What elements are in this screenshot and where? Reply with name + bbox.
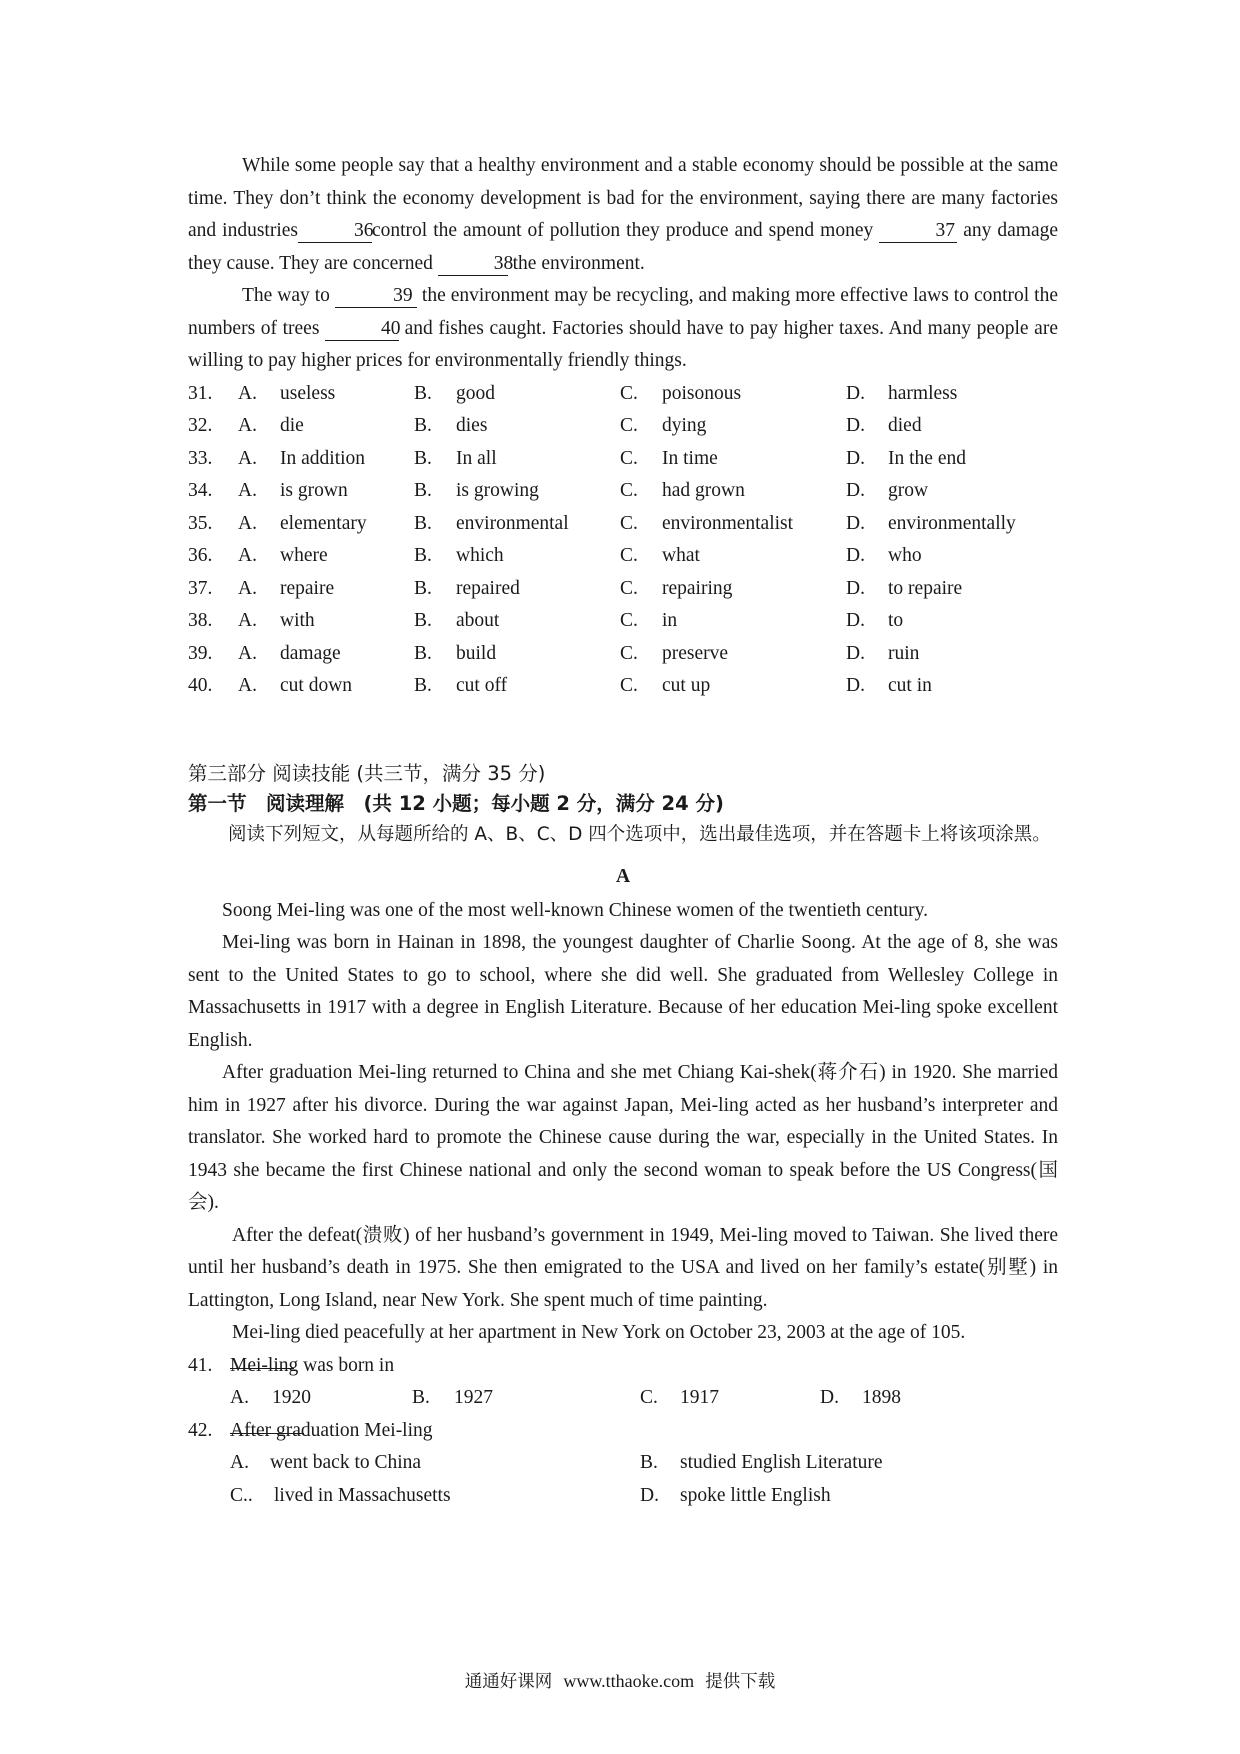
option-c: had grown (662, 480, 745, 501)
option-letter: A. (238, 675, 257, 696)
choice-row-36 (188, 540, 1058, 573)
answer-blank (230, 1350, 294, 1369)
cloze-text: the environment may be recycling, and making more effective laws to control the numbers of trees (188, 285, 1058, 339)
question-number: 34. (188, 480, 213, 501)
footer-site-name: 通通好课网 (464, 1672, 553, 1692)
blank-36: 36 (298, 220, 372, 243)
blank-40: 40 (325, 318, 399, 341)
option-b: good (456, 382, 495, 404)
option-letter: C. (620, 447, 638, 469)
option-c: preserve (662, 642, 729, 664)
option-a: In addition (280, 447, 366, 469)
option-letter: A. (238, 610, 257, 631)
choice-row-33 (188, 443, 1058, 476)
option-b: repaired (456, 577, 520, 599)
choice-row-31 (188, 378, 1058, 411)
question-number: 33. (188, 447, 213, 469)
question-42-options-cd (188, 1480, 1058, 1513)
option-letter: B. (414, 512, 432, 534)
option-letter: B. (414, 447, 432, 469)
option-letter: D. (846, 512, 865, 534)
cloze-paragraph-2 (188, 280, 1058, 378)
option-letter: B. (414, 480, 432, 501)
passage-paragraph-3: After graduation Mei-ling returned to China and she met Chiang Kai-shek(蒋介石) in 1920. She married him in 1927 after his divorce. During the war against Japan, Mei-ling acted as her husband’s interpreter and translator. She worked hard to promote the Chinese cause during the war, especially in the United States. In 1943 she became the first Chinese national and only the second woman to speak before the US Congress(国会). (188, 1062, 1058, 1213)
option-letter: D. (846, 675, 865, 696)
cloze-text: control the amount of pollution they produce and spend money (371, 220, 874, 241)
question-stem-text: Mei-ling was born in (230, 1354, 395, 1376)
passage-paragraph-2: Mei-ling was born in Hainan in 1898, the youngest daughter of Charlie Soong. At the age of 8, she was sent to the United States to go to school, where she did well. She graduated from Wellesley College in Massachusetts in 1917 with a degree in English Literature. Because of her education Mei-ling spoke excellent English. (188, 932, 1058, 1051)
option-c: poisonous (662, 382, 742, 404)
option-b: cut off (456, 675, 508, 696)
cloze-choices (188, 378, 1058, 703)
page-footer (0, 1668, 1240, 1693)
cloze-paragraph-1 (188, 150, 1058, 280)
option-letter: C. (640, 1387, 658, 1408)
question-number: 38. (188, 610, 213, 631)
question-stem-text: After graduation Mei-ling (230, 1419, 433, 1441)
option-a: damage (280, 642, 341, 664)
option-letter: B. (414, 577, 432, 599)
option-a: with (280, 610, 315, 631)
blank-37: 37 (879, 220, 957, 243)
question-number: 42. (188, 1419, 213, 1441)
option-d: environmentally (888, 512, 1016, 534)
option-letter: C. (620, 480, 638, 501)
choice-row-37 (188, 573, 1058, 606)
choice-row-35 (188, 508, 1058, 541)
footer-download-text: 提供下载 (705, 1672, 776, 1692)
passage-paragraph-1: Soong Mei-ling was one of the most well-known Chinese women of the twentieth century. (222, 899, 929, 921)
choice-row-34 (188, 475, 1058, 508)
option-letter: A. (238, 415, 257, 436)
question-number: 32. (188, 415, 213, 436)
option-letter: D. (846, 577, 865, 599)
option-a: useless (280, 382, 336, 404)
question-number: 37. (188, 577, 213, 599)
question-41-options (188, 1382, 1058, 1415)
option-c: environmentalist (662, 512, 794, 534)
option-b: dies (456, 415, 488, 436)
option-a: die (280, 415, 304, 436)
option-b: In all (456, 447, 497, 469)
question-number: 41. (188, 1354, 213, 1376)
cloze-text: the environment. (512, 252, 645, 274)
question-number: 35. (188, 512, 213, 534)
answer-blank (230, 1415, 304, 1434)
option-d: died (888, 415, 922, 436)
option-c: in (662, 610, 678, 631)
option-letter: C. (620, 382, 638, 404)
question-number: 39. (188, 642, 213, 664)
option-letter: C. (620, 610, 638, 631)
option-letter: D. (820, 1387, 839, 1408)
passage-paragraph-4: After the defeat(溃败) of her husband’s government in 1949, Mei-ling moved to Taiwan. She lived there until her husband’s death in 1975. She then emigrated to the USA and lived on her family’s estate(别墅) in Lattington, Long Island, near New York. She spent much of time painting. (188, 1224, 1058, 1311)
option-c: 1917 (680, 1387, 719, 1408)
choice-row-39 (188, 638, 1058, 671)
option-b: about (456, 610, 500, 631)
option-letter: C. (620, 415, 638, 436)
option-letter: D. (846, 382, 865, 404)
option-a: 1920 (272, 1387, 311, 1408)
cloze-text: While some people say that a healthy environment and a stable economy should be possible at the same time. They don’t think the economy development is bad for the environment, saying there are many factories and industries (188, 155, 1058, 241)
option-letter: B. (414, 610, 432, 631)
cloze-text: and fishes caught. Factories should have to pay higher taxes. And many people are willing to pay higher prices for environmentally friendly things. (188, 317, 1058, 371)
question-41 (188, 1350, 1058, 1383)
option-a: is grown (280, 480, 348, 501)
option-letter: C. (620, 512, 638, 534)
option-letter: B. (414, 545, 432, 566)
option-letter: A. (238, 642, 257, 664)
choice-row-32 (188, 410, 1058, 443)
choice-row-38 (188, 605, 1058, 638)
option-d: 1898 (862, 1387, 901, 1408)
option-d: harmless (888, 382, 958, 404)
option-b: 1927 (454, 1387, 493, 1408)
option-letter: C. (620, 675, 638, 696)
option-letter: A. (238, 447, 257, 469)
question-number: 36. (188, 545, 213, 566)
option-letter: A. (238, 577, 257, 599)
option-letter: A. (238, 512, 257, 534)
option-letter: C. (620, 577, 638, 599)
option-c: cut up (662, 675, 711, 696)
option-letter: D. (846, 480, 865, 501)
option-letter: A. (230, 1452, 249, 1473)
option-b: is growing (456, 480, 539, 501)
option-d: ruin (888, 642, 920, 664)
option-letter: B. (414, 382, 432, 404)
option-letter: B. (640, 1452, 658, 1473)
option-b: environmental (456, 512, 569, 534)
option-d: to repaire (888, 577, 963, 599)
option-letter: A. (230, 1387, 249, 1408)
option-a: cut down (280, 675, 353, 696)
option-a: went back to China (270, 1452, 422, 1473)
option-letter: B. (414, 415, 432, 436)
option-d: grow (888, 480, 929, 501)
option-letter: B. (414, 675, 432, 696)
option-b: build (456, 642, 497, 664)
option-a: repaire (280, 577, 335, 599)
section-title: 第一节 阅读理解 (共 12 小题；每小题 2 分，满分 24 分) (188, 791, 724, 815)
option-letter: C. (620, 545, 638, 566)
option-d: spoke little English (680, 1484, 831, 1506)
cloze-text: The way to (242, 285, 330, 306)
option-letter: A. (238, 480, 257, 501)
option-c: lived in Massachusetts (274, 1484, 451, 1506)
question-42 (188, 1415, 1058, 1448)
option-letter: D. (846, 545, 865, 566)
blank-39: 39 (335, 285, 417, 308)
choice-row-40 (188, 670, 1058, 703)
option-d: In the end (888, 447, 966, 469)
blank-38: 38 (438, 253, 508, 276)
option-letter: D. (846, 610, 865, 631)
question-number: 31. (188, 382, 213, 404)
option-c: repairing (662, 577, 733, 599)
option-a: elementary (280, 512, 367, 534)
question-42-options-ab (188, 1447, 1058, 1480)
option-letter: B. (412, 1387, 430, 1408)
passage-paragraph-5: Mei-ling died peacefully at her apartment in New York on October 23, 2003 at the age of 105. (232, 1322, 966, 1343)
option-letter: A. (238, 545, 257, 566)
option-letter: D. (640, 1484, 659, 1506)
cloze-text: any damage they cause. They are concerned (188, 220, 1059, 274)
part-title: 第三部分 阅读技能 (共三节，满分 35 分) (188, 761, 546, 785)
option-b: which (456, 545, 504, 566)
question-number: 40. (188, 675, 213, 696)
option-d: cut in (888, 675, 932, 696)
option-c: In time (662, 447, 718, 469)
option-c: dying (662, 415, 707, 436)
instructions: 阅读下列短文，从每题所给的 A、B、C、D 四个选项中，选出最佳选项，并在答题卡上将该项涂黑。 (228, 823, 1051, 845)
option-b: studied English Literature (680, 1452, 883, 1473)
option-letter: D. (846, 415, 865, 436)
option-letter: D. (846, 447, 865, 469)
option-letter: C.. (230, 1484, 253, 1506)
option-a: where (280, 545, 328, 566)
option-letter: C. (620, 642, 638, 664)
option-letter: D. (846, 642, 865, 664)
footer-url: www.tthaoke.com (563, 1671, 695, 1691)
option-letter: B. (414, 642, 432, 664)
option-c: what (662, 545, 700, 566)
option-d: to (888, 610, 904, 631)
option-d: who (888, 545, 922, 566)
passage-label: A (615, 865, 631, 887)
exam-page (188, 150, 1058, 1512)
option-letter: A. (238, 382, 257, 404)
